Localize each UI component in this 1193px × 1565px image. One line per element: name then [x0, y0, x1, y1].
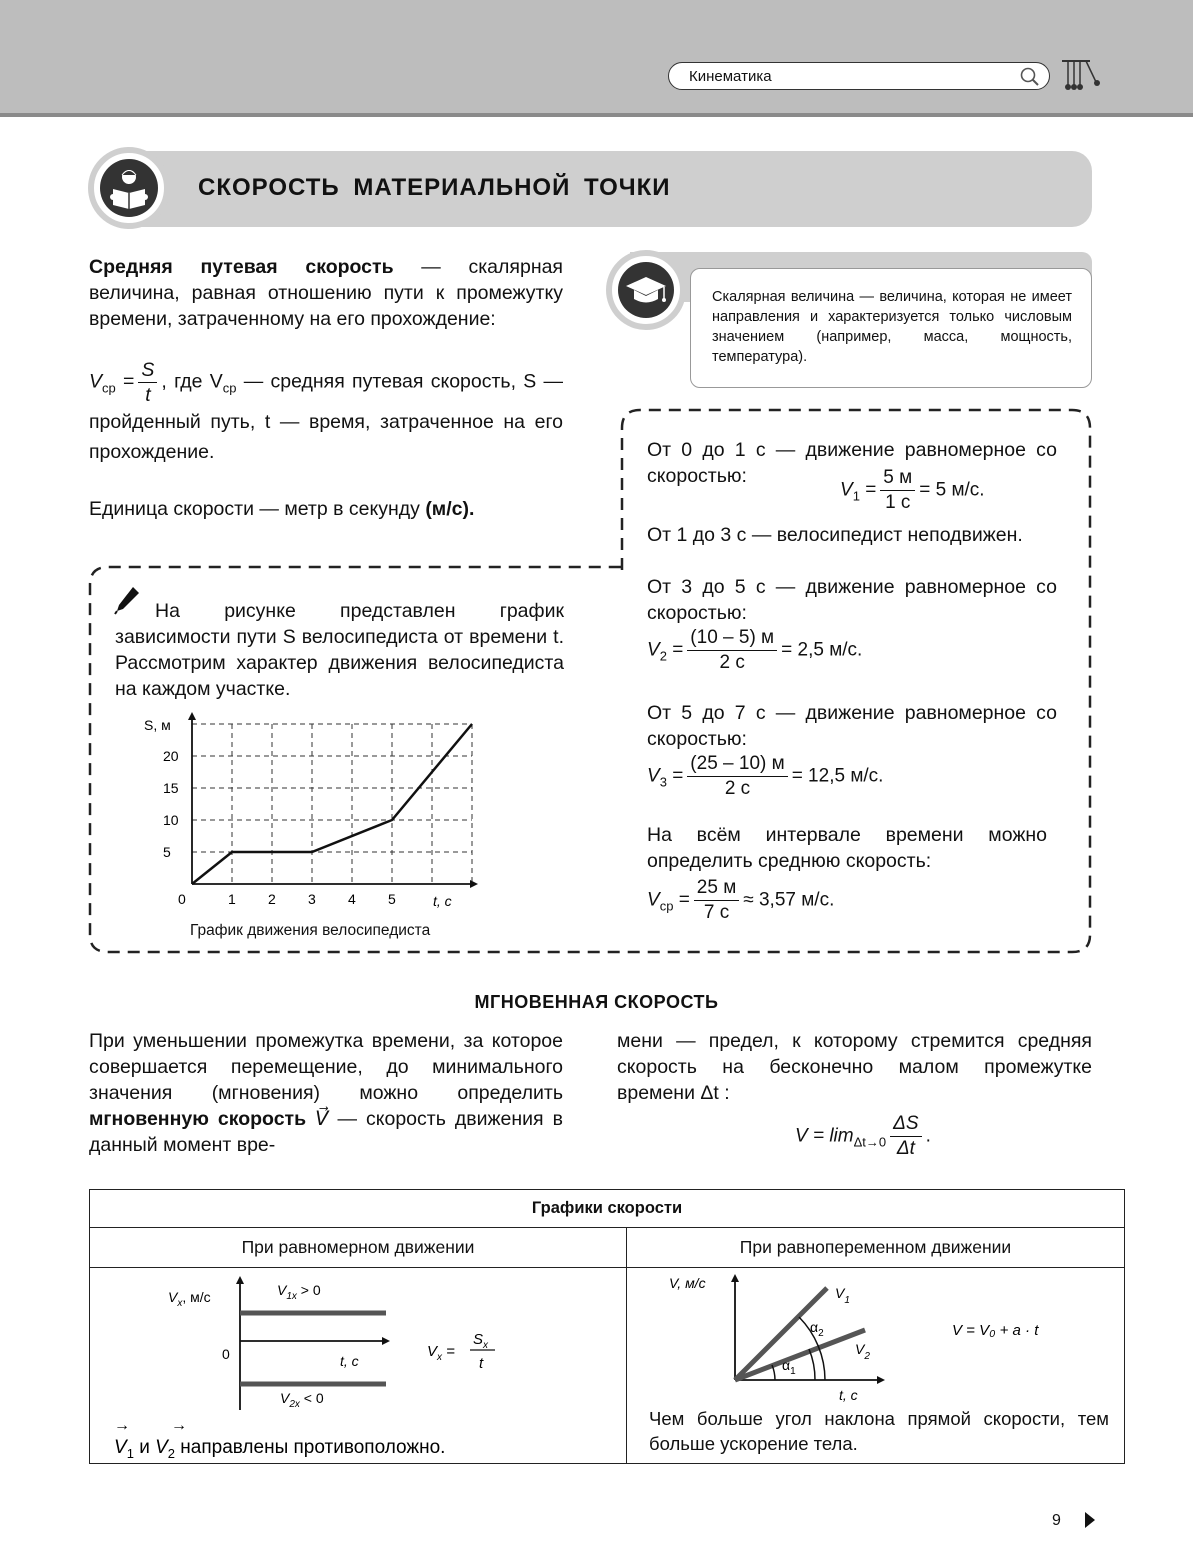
fraction: $\frac{S}{t}$ [138, 358, 157, 407]
note-text: Скалярная величина — величина, которая не имеет направления и характеризуется только числовым значением (например, масса, мощность, температура). [712, 289, 1072, 365]
v1-formula: $V_1$ = $\frac{5 м}{1 с}$ = 5 м/с. [840, 467, 985, 513]
svg-text:→: → [171, 1417, 187, 1434]
example-intro: На рисунке представлен график зависимости пути S велосипедиста от времени t. Рассмотрим характер движения велосипедиста на каждом участке. [115, 600, 564, 700]
next-page-icon[interactable] [1085, 1512, 1095, 1528]
svg-text:Vx, м/с: $V_x$, м/с [168, 1289, 211, 1309]
definition-term: Средняя путевая скорость [89, 256, 394, 278]
svg-text:V = V₀ + a · t: V = V₀ + a · t [952, 1322, 1039, 1339]
x-tick-label: 1 [228, 891, 236, 907]
fraction: $\frac{\Delta S}{\Delta t}$ [890, 1112, 921, 1161]
section-title-instant-velocity: МГНОВЕННАЯ СКОРОСТЬ [474, 992, 719, 1012]
y-tick-label: 15 [163, 780, 179, 796]
y-tick-label: 10 [163, 812, 179, 828]
table-col-uniform: При равномерном движении [90, 1228, 627, 1268]
v2-formula: $V_2$ = $\frac{(10 - 5) м}{2 с}$ = 2,5 м/с. [647, 627, 863, 673]
svg-text:V2: $V_2$ [855, 1341, 870, 1362]
table-header: Графики скорости [90, 1190, 1125, 1228]
unit-paragraph: Единица скорости — метр в секунду (м/с). [89, 498, 475, 520]
segment-3: От 3 до 5 с — движение равномерное со скоростью: [647, 576, 1057, 624]
table-col-accelerated: При равнопеременном движении [627, 1228, 1125, 1268]
svg-text:t, с: t, с [839, 1387, 858, 1403]
svg-text:V1 и V2 направлены противополо: $V_1$ и $V_2$ направлены противоположно. [114, 1437, 446, 1461]
v3-formula: $V_3$ = $\frac{(25 - 10) м}{2 с}$ = 12,5 м/с. [647, 753, 884, 799]
x-tick-label: 2 [268, 891, 276, 907]
svg-text:t: t [479, 1355, 484, 1372]
instant-velocity-right: мени — предел, к которому стремится средняя скорость на бесконечно малом промежутке времени Δt : [617, 1030, 1092, 1104]
y-tick-label: 20 [163, 748, 179, 764]
segment-1: От 0 до 1 с — движение равномерное со скоростью: [647, 439, 1057, 487]
uniform-motion-cell [90, 1268, 627, 1464]
svg-text:Vx =: $V_x$ = [427, 1343, 455, 1363]
x-tick-label: 0 [178, 891, 186, 907]
series-line [192, 724, 472, 884]
fraction: $\frac{(10 - 5) м}{2 с}$ [687, 626, 777, 675]
svg-text:V2x < 0: $V_{2x} < 0$ [280, 1390, 324, 1410]
definition-text: — скалярная величина, равная отношению пути к промежутку времени, затраченному на его прохождение: [89, 256, 563, 330]
segment-4: От 5 до 7 с — движение равномерное со скоростью: [647, 702, 1057, 750]
fraction: $\frac{25 м}{7 с}$ [694, 876, 739, 925]
svg-text:α1: $\alpha_1$ [782, 1357, 796, 1377]
definition-formula: $V_{ср}$ = $\frac{S}{t}$ , где $V_{ср}$ — средняя путевая скорость, S — пройденный путь, t — время, затраченное на его прохождение. [89, 359, 563, 463]
x-axis-label: t, с [433, 893, 452, 909]
segment-5: На всём интервале времени можно определить среднюю скорость: [647, 824, 1047, 872]
distance-time-chart [140, 710, 480, 930]
vavg-formula: $V_{ср}$ = $\frac{25 м}{7 с}$ ≈ 3,57 м/с. [647, 877, 835, 923]
svg-text:V1: $V_1$ [835, 1285, 850, 1306]
svg-text:t, с: t, с [340, 1353, 359, 1369]
svg-text:α2: $\alpha_2$ [810, 1319, 824, 1339]
y-axis-label: S, м [144, 717, 171, 733]
instant-velocity-formula: $V = \lim_{\Delta t\to 0}$ $\frac{\Delta S}{\Delta t}$ . [795, 1113, 931, 1159]
instant-velocity-left: При уменьшении промежутка времени, за которое совершается перемещение, до минимального значения (мгновения) можно определить мгновенную скорость V⃗ — скорость движения в данный момент вре- [89, 1030, 563, 1156]
svg-text:Sx: $S_x$ [473, 1331, 489, 1351]
svg-text:→: → [114, 1417, 130, 1434]
segment-2: От 1 до 3 с — велосипедист неподвижен. [647, 524, 1023, 546]
fraction: $\frac{5 м}{1 с}$ [880, 466, 915, 515]
x-tick-label: 5 [388, 891, 396, 907]
uniform-velocity-graph [90, 1268, 627, 1464]
fraction: $\frac{(25 - 10) м}{2 с}$ [687, 752, 787, 801]
accelerated-caption: Чем больше угол наклона прямой скорости, тем больше ускорение тела. [649, 1408, 1109, 1454]
svg-text:V1x > 0: $V_{1x} > 0$ [277, 1282, 321, 1302]
accelerated-motion-cell [627, 1268, 1125, 1464]
graph-caption: График движения велосипедиста [190, 922, 431, 939]
velocity-graphs-table [89, 1189, 1125, 1464]
svg-text:V, м/с: V, м/с [669, 1275, 706, 1291]
search-value: Кинематика [689, 68, 772, 85]
x-tick-label: 3 [308, 891, 316, 907]
x-tick-label: 4 [348, 891, 356, 907]
page-number: 9 [1052, 1512, 1061, 1529]
svg-text:0: 0 [222, 1346, 230, 1362]
y-tick-label: 5 [163, 844, 171, 860]
page-title: СКОРОСТЬ МАТЕРИАЛЬНОЙ ТОЧКИ [198, 174, 671, 201]
